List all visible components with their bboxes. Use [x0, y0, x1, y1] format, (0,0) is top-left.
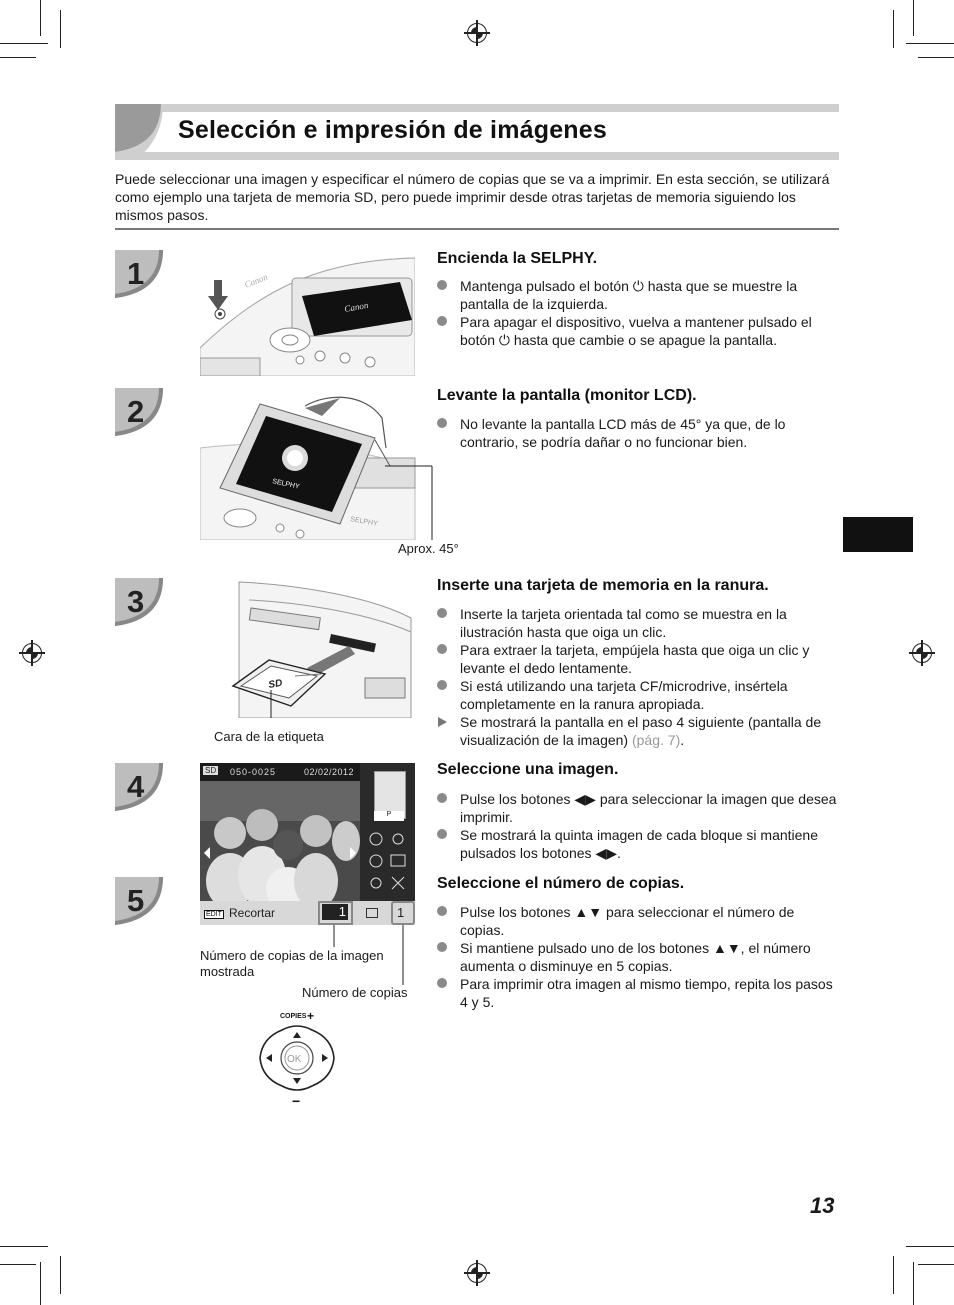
crop-mark [913, 0, 914, 36]
step-1-bullet: Mantenga pulsado el botón ⏻ hasta que se muestre la pantalla de la izquierda. [437, 277, 839, 313]
page-title: Selección e impresión de imágenes [178, 116, 607, 144]
crop-mark [0, 1264, 36, 1265]
edit-badge: EDIT [206, 911, 222, 918]
lcd-selphy-text: SELPHY [271, 478, 301, 491]
step-2-bullet: No levante la pantalla LCD más de 45° ya que, de lo contrario, se podría dañar o no funcionar bien. [437, 415, 839, 451]
step-3-note: Se mostrará la pantalla en el paso 4 siguiente (pantalla de visualización de la imagen) (pág. 7). [437, 713, 839, 749]
step-3-bullet: Para extraer la tarjeta, empújela hasta que oiga un clic y levante el dedo lentamente. [437, 641, 839, 677]
crop-mark [913, 1262, 914, 1305]
file-number: 050-0025 [230, 767, 277, 777]
bullet-icon [437, 644, 447, 654]
step-5-bullet: Si mantiene pulsado uno de los botones ▲▼, el número aumenta o disminuye en 5 copias. [437, 939, 839, 975]
crop-mark [906, 1246, 954, 1247]
crop-mark [918, 1264, 954, 1265]
bullet-icon [437, 942, 447, 952]
step-1-heading: Encienda la SELPHY. [437, 250, 598, 267]
printer-selphy-text: SELPHY [349, 516, 379, 528]
registration-mark [22, 643, 42, 663]
bullet-icon [437, 418, 447, 428]
step-3-heading: Inserte una tarjeta de memoria en la ranura. [437, 577, 769, 594]
step-3-bullet: Inserte la tarjeta orientada tal como se muestra en la ilustración hasta que oiga un clic. [437, 605, 839, 641]
section-tab [843, 517, 913, 552]
angle-caption: Aprox. 45° [398, 541, 459, 556]
lcd-brand-text: Canon [343, 299, 369, 314]
copies-minus: − [292, 1093, 301, 1108]
paper-p-label: P [374, 811, 404, 821]
bullet-icon [437, 793, 447, 803]
crop-mark [60, 1256, 61, 1294]
bullet-icon [437, 829, 447, 839]
registration-mark [467, 23, 487, 43]
crop-mark [0, 1246, 48, 1247]
photo-children-icon [200, 781, 360, 901]
step-number-2: 2 [115, 388, 165, 436]
bullet-icon [437, 316, 447, 326]
crop-mark [0, 57, 36, 58]
bullet-icon [437, 608, 447, 618]
lcd-settings-icons [364, 829, 414, 899]
printer-brand-text: Canon [243, 271, 270, 290]
bullet-icon [437, 280, 447, 290]
step-5-bullet: Pulse los botones ▲▼ para seleccionar el número de copias. [437, 903, 839, 939]
registration-mark [467, 1263, 487, 1283]
crop-mark [60, 10, 61, 48]
bullet-icon [437, 978, 447, 988]
controller-pad [252, 1008, 342, 1108]
step-5-bullet: Para imprimir otra imagen al mismo tiempo, repita los pasos 4 y 5. [437, 975, 839, 1011]
crop-mark [893, 1256, 894, 1294]
crop-mark [918, 57, 954, 58]
crop-label: Recortar [229, 906, 276, 920]
printer-power-illustration [200, 250, 415, 376]
card-sd-text: SD [267, 677, 284, 691]
divider [115, 228, 839, 230]
label-side-caption: Cara de la etiqueta [214, 729, 324, 744]
step-4-heading: Seleccione una imagen. [437, 761, 619, 778]
copies-plus: + [307, 1009, 315, 1023]
step-number-5: 5 [115, 877, 165, 925]
crop-mark [40, 0, 41, 36]
step-3-bullet: Si está utilizando una tarjeta CF/microdrive, insértela completamente en la ranura apropiada. [437, 677, 839, 713]
ok-label: OK [287, 1054, 302, 1065]
print-stack-icon [366, 908, 378, 918]
step-number-4: 4 [115, 763, 165, 811]
step-number-1: 1 [115, 250, 165, 298]
bullet-icon [437, 680, 447, 690]
copies-total-caption: Número de copias [302, 985, 408, 1000]
step-4-bullet: Se mostrará la quinta imagen de cada bloque si mantiene pulsados los botones ◀▶. [437, 826, 839, 862]
page-number: 13 [810, 1193, 835, 1218]
crop-mark [906, 43, 954, 44]
copies-total-value: 1 [397, 905, 405, 920]
bullet-icon [437, 906, 447, 916]
copies-shown-value: 1 [322, 904, 348, 920]
step-4-bullet: Pulse los botones ◀▶ para seleccionar la imagen que desea imprimir. [437, 790, 839, 826]
crop-mark [40, 1262, 41, 1305]
step-5-heading: Seleccione el número de copias. [437, 875, 685, 892]
note-arrow-icon [438, 717, 447, 727]
step-2-heading: Levante la pantalla (monitor LCD). [437, 387, 697, 404]
lcd-screen [200, 763, 415, 925]
crop-mark [0, 43, 48, 44]
copies-label: COPIES [280, 1013, 307, 1020]
step-1-bullet: Para apagar el dispositivo, vuelva a mantener pulsado el botón ⏻ hasta que cambie o se apague la pantalla. [437, 313, 839, 349]
crop-mark [893, 10, 894, 48]
page-reference-link[interactable]: (pág. 7) [631, 732, 681, 748]
copies-shown-caption: Número de copias de la imagen mostrada [200, 948, 384, 979]
image-date: 02/02/2012 [304, 767, 355, 777]
sd-badge: SD [205, 766, 217, 775]
card-insert-illustration [225, 578, 415, 718]
registration-mark [912, 643, 932, 663]
intro-paragraph: Puede seleccionar una imagen y especificar el número de copias que se va a imprimir. En esta sección, se utilizará como ejemplo una tarjeta de memoria SD, pero puede imprimir desde otras tarjetas de memoria siguiendo los mismos pasos. [115, 171, 830, 223]
step-number-3: 3 [115, 578, 165, 626]
lcd-lift-illustration [200, 388, 440, 540]
